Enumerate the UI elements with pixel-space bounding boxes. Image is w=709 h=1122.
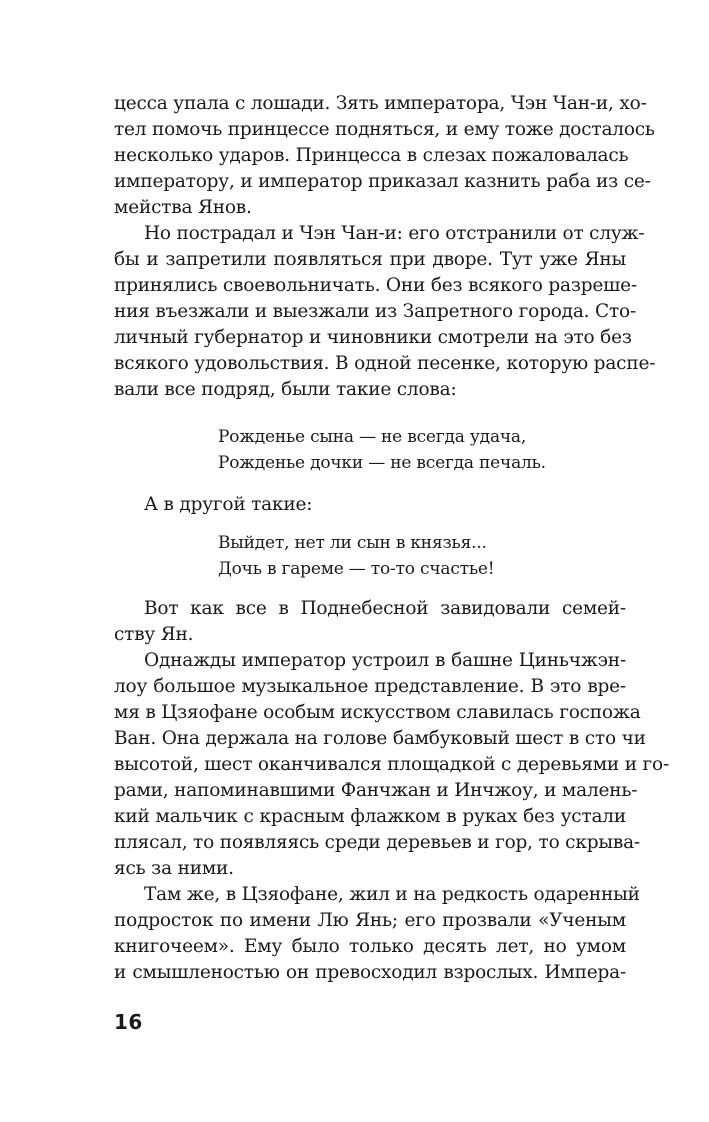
verse-line: Дочь в гареме — то-то счастье!	[218, 559, 495, 579]
text-line: Ван. Она держала на голове бамбуковый шест в сто чи	[114, 728, 646, 749]
verse-line: Рожденье сына — не всегда удача,	[218, 427, 527, 447]
text-line: книгочеем». Ему было только десять лет, но умом	[114, 936, 626, 957]
text-line: Но пострадал и Чэн Чан-и: его отстранили от служ-	[144, 223, 645, 244]
text-line: и смышленостью он превосходил взрослых. Импера-	[114, 962, 626, 983]
text-line: тел помочь принцессе подняться, и ему тоже досталось	[114, 119, 655, 140]
text-line: личный губернатор и чиновники смотрели на это без	[114, 327, 632, 348]
text-line: принялись своевольничать. Они без всякого разреше-	[114, 275, 637, 296]
text-line: несколько ударов. Принцесса в слезах пожаловалась	[114, 145, 629, 166]
text-line: бы и запретили появляться при дворе. Тут уже Яны	[114, 249, 626, 270]
text-line: подросток по имени Лю Янь; его прозвали «Ученым	[114, 910, 626, 931]
text-line: ясь за ними.	[114, 858, 234, 879]
verse-line: Рожденье дочки — не всегда печаль.	[218, 453, 546, 473]
text-line: мейства Янов.	[114, 197, 252, 218]
text-line: Однажды император устроил в башне Циньчжэн-	[144, 650, 626, 671]
text-line: лоу большое музыкальное представление. В это вре-	[114, 676, 626, 697]
text-line: ству Ян.	[114, 624, 194, 645]
verse-line: Выйдет, нет ли сын в князья...	[218, 533, 487, 553]
text-line: высотой, шест оканчивался площадкой с деревьями и го-	[114, 754, 670, 775]
text-line: императору, и император приказал казнить раба из се-	[114, 171, 651, 192]
text-line: плясал, то появляясь среди деревьев и гор, то скрыва-	[114, 832, 640, 853]
text-line: А в другой такие:	[144, 494, 313, 515]
text-line: цесса упала с лошади. Зять императора, Чэн Чан-и, хо-	[114, 93, 647, 114]
page-number: 16	[114, 1010, 143, 1034]
text-line: рами, напоминавшими Фанчжан и Инчжоу, и малень-	[114, 780, 638, 801]
text-line: Вот как все в Поднебесной завидовали семей-	[144, 598, 626, 619]
text-line: Там же, в Цзяофане, жил и на редкость одаренный	[144, 884, 640, 905]
text-line: вали все подряд, были такие слова:	[114, 379, 457, 400]
text-line: всякого удовольствия. В одной песенке, которую распе-	[114, 353, 656, 374]
text-line: мя в Цзяофане особым искусством славилась госпожа	[114, 702, 641, 723]
text-line: ния въезжали и выезжали из Запретного города. Сто-	[114, 301, 637, 322]
text-line: кий мальчик с красным флажком в руках без устали	[114, 806, 626, 827]
